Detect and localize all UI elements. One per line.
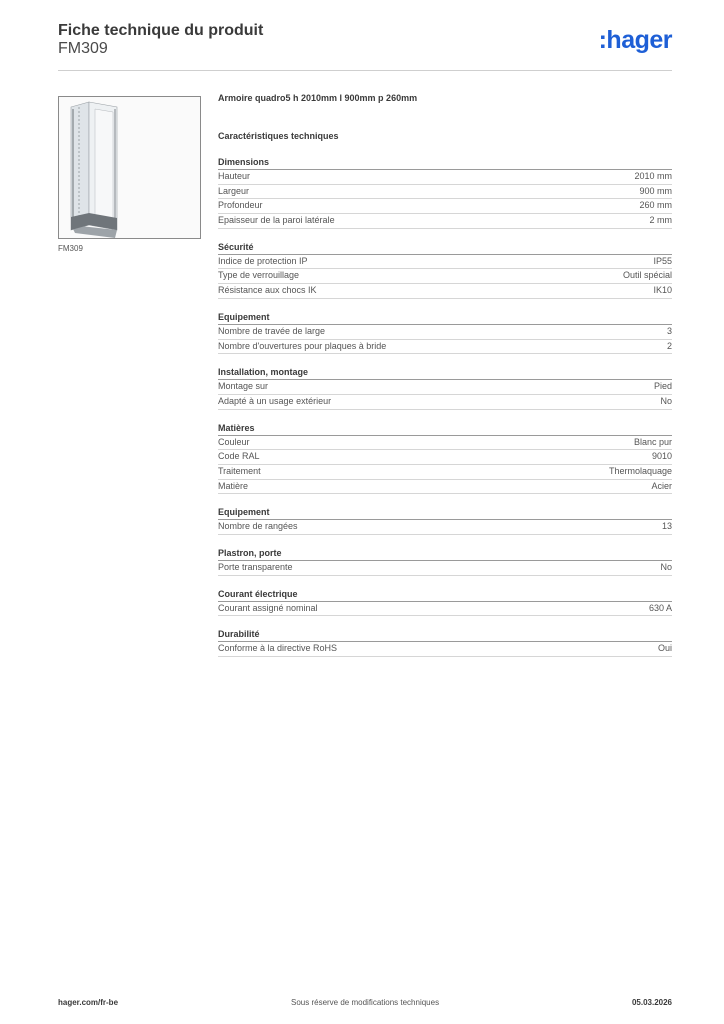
spec-value: Thermolaquage [608,465,672,476]
spec-row [218,255,672,270]
spec-row [218,561,672,576]
spec-label: Nombre de rangées [218,521,298,532]
cabinet-illustration [59,97,200,238]
spec-group-title: Durabilité [218,628,672,642]
spec-value: Acier [651,480,672,491]
product-name: Armoire quadro5 h 2010mm l 900mm p 260mm [218,93,418,103]
spec-value: Pied [653,381,672,392]
spec-label: Type de verrouillage [218,270,300,281]
spec-row [218,520,672,535]
spec-group [218,628,672,657]
spec-group [218,547,672,576]
spec-label: Résistance aux chocs IK [218,285,317,296]
product-reference: FM309 [58,40,108,57]
spec-group-title: Equipement [218,311,672,325]
spec-label: Traitement [218,465,261,476]
spec-label: Code RAL [218,451,260,462]
spec-label: Epaisseur de la paroi latérale [218,215,335,226]
hager-logo: :hager [598,26,672,54]
spec-group [218,156,672,229]
spec-group [218,241,672,299]
spec-value: 260 mm [639,200,672,211]
spec-row [218,284,672,299]
spec-row [218,450,672,465]
spec-group [218,366,672,409]
spec-row [218,602,672,617]
spec-row [218,465,672,480]
spec-value: 900 mm [639,185,672,196]
page-header [58,20,672,71]
spec-value: 2010 mm [634,171,672,181]
spec-group-title: Matières [218,422,672,436]
spec-value: Outil spécial [622,270,672,281]
spec-group-title: Courant électrique [218,588,672,602]
spec-row [218,325,672,340]
spec-label: Largeur [218,185,250,196]
spec-group [218,506,672,535]
spec-row [218,395,672,410]
spec-row [218,185,672,200]
spec-group [218,588,672,617]
spec-value: 9010 [651,451,672,462]
spec-row [218,642,672,657]
spec-value: 2 mm [649,215,672,226]
spec-value: IK10 [653,285,672,296]
image-caption: FM309 [58,244,83,253]
page-title: Fiche technique du produit [58,22,264,39]
spec-row [218,269,672,284]
spec-value: Oui [657,643,672,654]
spec-label: Matière [218,480,249,491]
spec-value: 3 [666,325,672,336]
spec-group-title: Plastron, porte [218,547,672,561]
spec-value: No [660,395,672,406]
spec-label: Adapté à un usage extérieur [218,395,332,406]
footer-date: 05.03.2026 [631,998,672,1007]
spec-label: Indice de protection IP [218,255,308,266]
spec-row [218,436,672,451]
spec-row [218,199,672,214]
spec-value: No [660,562,672,572]
spec-label: Nombre d'ouvertures pour plaques à bride [218,340,387,351]
spec-group-title: Dimensions [218,156,672,170]
spec-label: Porte transparente [218,562,293,572]
spec-content [218,93,672,657]
spec-label: Hauteur [218,171,251,181]
spec-groups [218,156,672,657]
spec-value: Blanc pur [633,436,672,447]
spec-label: Couleur [218,436,250,447]
spec-group-title: Installation, montage [218,366,672,380]
spec-group-title: Equipement [218,506,672,520]
footer-website[interactable]: hager.com/fr-be [58,998,119,1007]
spec-value: 2 [666,340,672,351]
spec-row [218,480,672,495]
spec-value: 13 [661,521,672,532]
section-title: Caractéristiques techniques [218,131,339,141]
spec-group-title: Sécurité [218,241,672,255]
spec-row [218,340,672,355]
spec-row [218,170,672,185]
spec-row [218,214,672,229]
spec-label: Montage sur [218,381,269,392]
spec-group [218,422,672,495]
spec-value: IP55 [653,255,672,266]
spec-label: Conforme à la directive RoHS [218,643,338,654]
spec-label: Profondeur [218,200,263,211]
spec-label: Courant assigné nominal [218,602,318,613]
spec-row [218,380,672,395]
spec-label: Nombre de travée de large [218,325,326,336]
product-image [58,96,201,239]
spec-value: 630 A [648,602,672,613]
spec-group [218,311,672,354]
footer-disclaimer: Sous réserve de modifications techniques [291,998,440,1007]
